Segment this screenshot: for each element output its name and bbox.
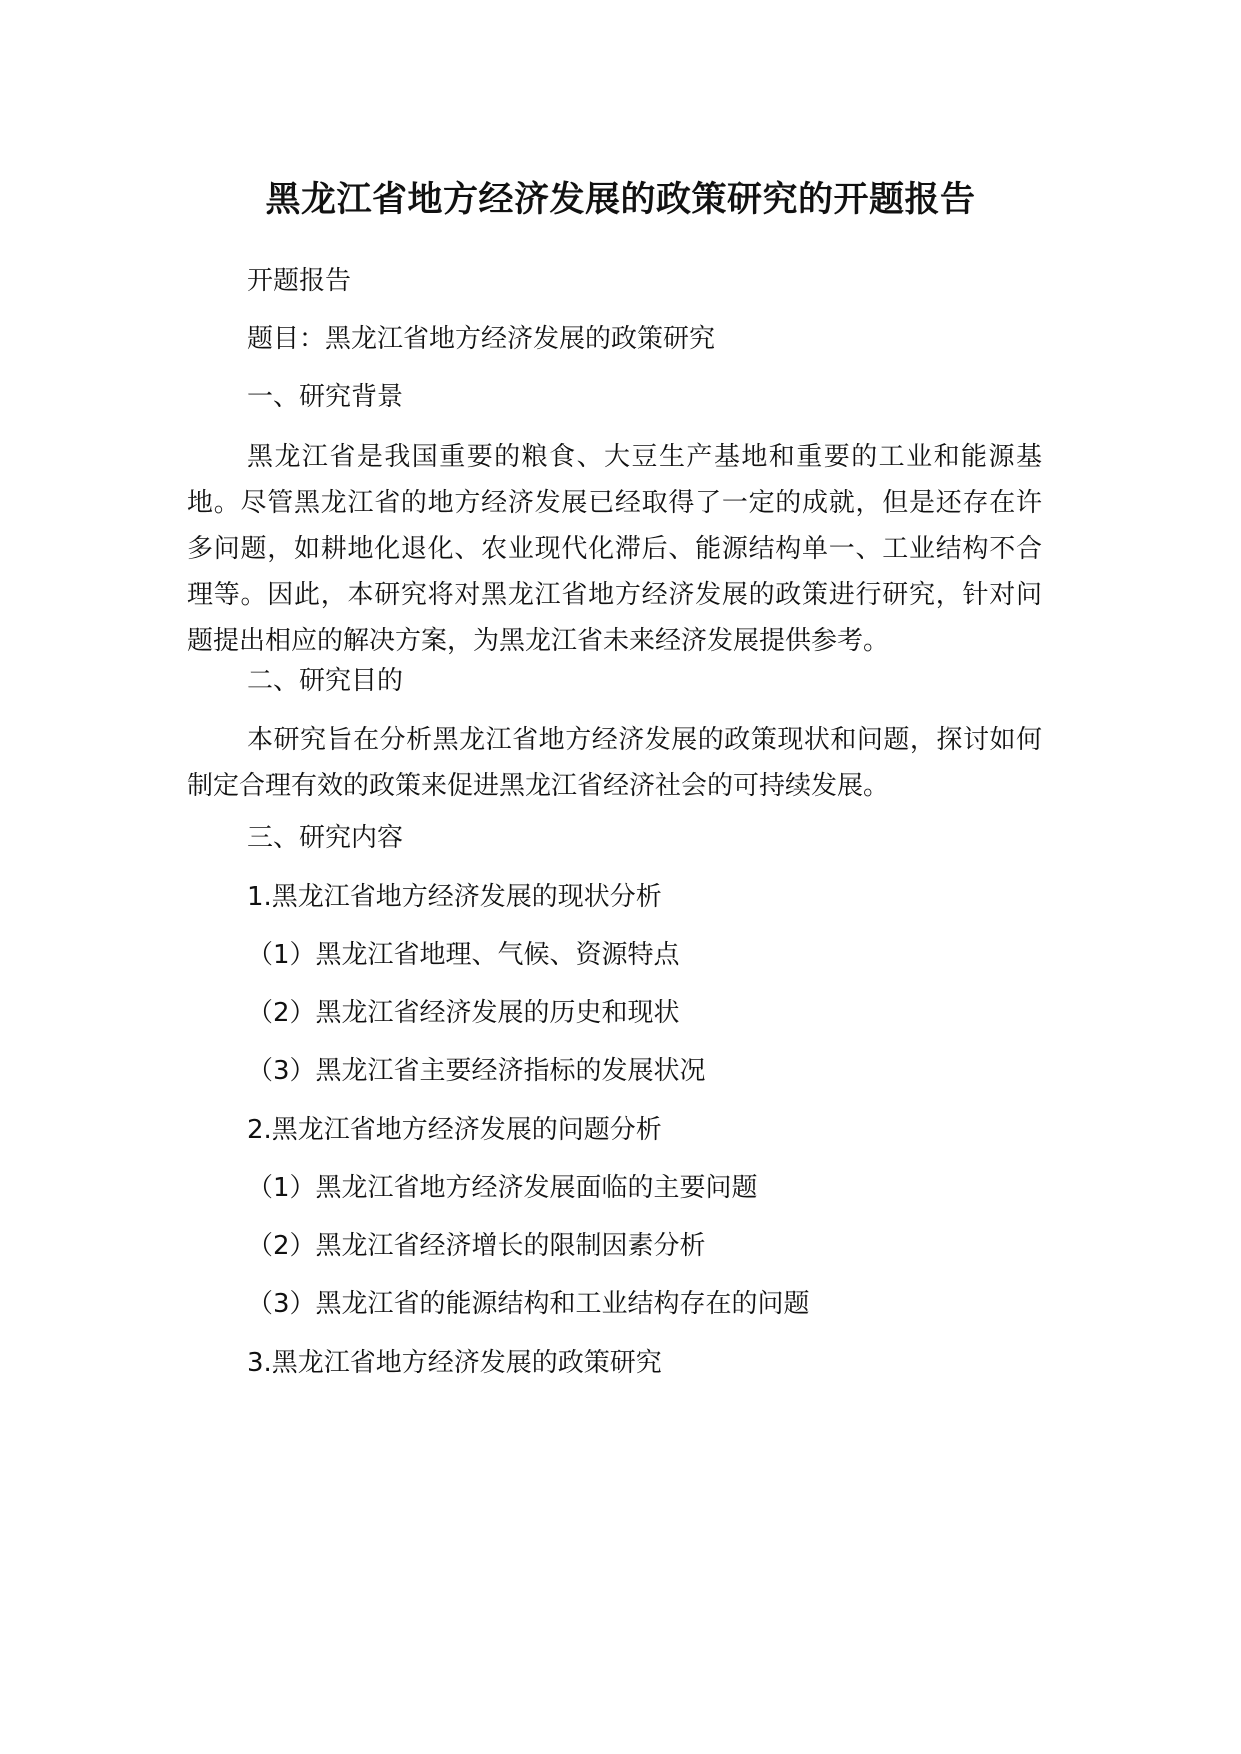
content-item: 2.黑龙江省地方经济发展的问题分析 [247,1115,662,1145]
section-heading-purpose: 二、研究目的 [247,666,404,696]
content-item: （1）黑龙江省地理、气候、资源特点 [247,940,680,970]
content-item: （3）黑龙江省的能源结构和工业结构存在的问题 [247,1289,810,1319]
topic-line: 题目：黑龙江省地方经济发展的政策研究 [247,324,716,354]
content-item: 1.黑龙江省地方经济发展的现状分析 [247,882,662,912]
section-heading-content: 三、研究内容 [247,823,404,853]
document-title: 黑龙江省地方经济发展的政策研究的开题报告 [265,180,976,220]
background-paragraph: 黑龙江省是我国重要的粮食、大豆生产基地和重要的工业和能源基地。尽管黑龙江省的地方经济发展已经取得了一定的成就，但是还存在许多问题，如耕地化退化、农业现代化滞后、能源结构单一、工业结构不合理等。因此，本研究将对黑龙江省地方经济发展的政策进行研究，针对问题提出相应的解决方案，为黑龙江省未来经济发展提供参考。 [187,442,1042,656]
content-item: （1）黑龙江省地方经济发展面临的主要问题 [247,1173,758,1203]
content-item: 3.黑龙江省地方经济发展的政策研究 [247,1348,662,1378]
section-heading-background: 一、研究背景 [247,382,404,412]
content-item: （2）黑龙江省经济发展的历史和现状 [247,998,680,1028]
report-heading: 开题报告 [247,266,352,296]
content-item: （3）黑龙江省主要经济指标的发展状况 [247,1056,706,1086]
content-item: （2）黑龙江省经济增长的限制因素分析 [247,1231,706,1261]
purpose-paragraph: 本研究旨在分析黑龙江省地方经济发展的政策现状和问题，探讨如何制定合理有效的政策来促进黑龙江省经济社会的可持续发展。 [187,725,1042,801]
